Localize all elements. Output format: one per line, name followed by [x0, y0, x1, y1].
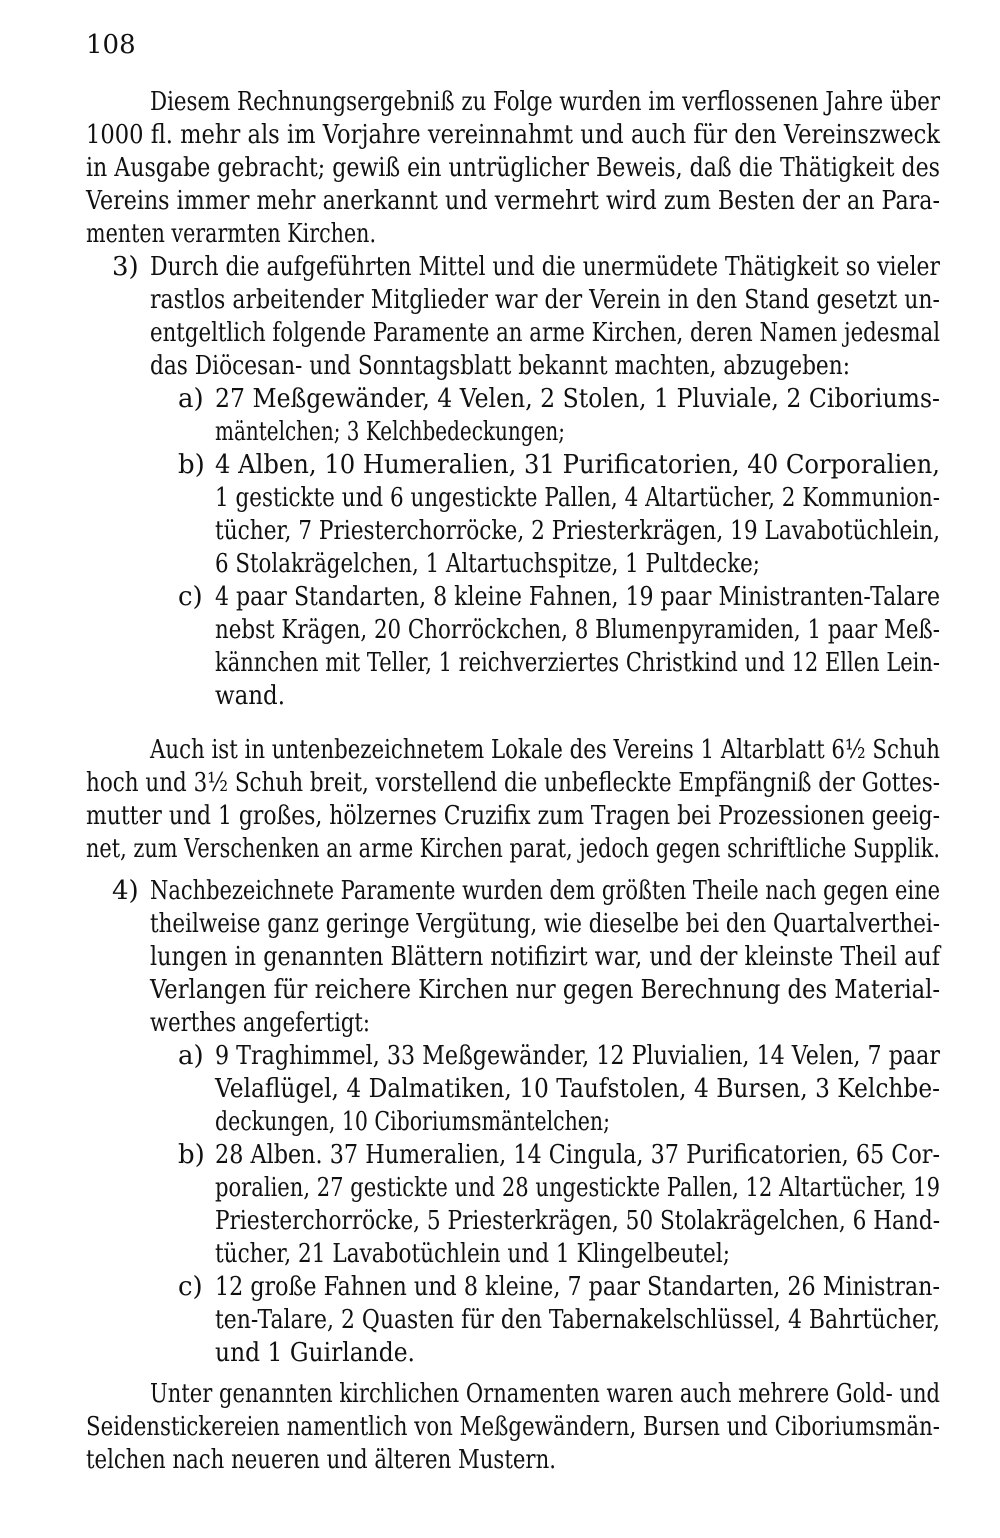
text-line: Priesterchorröcke, 5 Priesterkrägen, 50 Stolakrägelchen, 6 Hand-	[215, 1206, 940, 1236]
text-line: deckungen, 10 Ciboriumsmäntelchen;	[215, 1107, 610, 1137]
text-line: lungen in genannten Blättern notifizirt war, und der kleinste Theil auf	[150, 942, 940, 972]
text-line: kännchen mit Teller, 1 reichverziertes Christkind und 12 Ellen Lein-	[215, 648, 940, 678]
list-item-4: 4) Nachbezeichnete Paramente wurden dem größten Theile nach gegen eine	[112, 876, 940, 906]
list-item-3: 3) Durch die aufgeführten Mittel und die unermüdete Thätigkeit so vieler	[112, 252, 940, 282]
text-line: nebst Krägen, 20 Chorröckchen, 8 Blumenpyramiden, 1 paar Meß-	[215, 615, 940, 645]
text-line: mäntelchen; 3 Kelchbedeckungen;	[215, 417, 565, 447]
list-item-4c: c) 12 große Fahnen und 8 kleine, 7 paar Standarten, 26 Ministran-	[178, 1272, 940, 1302]
list-item-4a: a) 9 Traghimmel, 33 Meßgewänder, 12 Pluvialien, 14 Velen, 7 paar	[178, 1041, 940, 1071]
text-line: theilweise ganz geringe Vergütung, wie dieselbe bei den Quartalverthei-	[150, 909, 940, 939]
text-line: ten-Talare, 2 Quasten für den Tabernakelschlüssel, 4 Bahrtücher,	[215, 1305, 940, 1335]
text-line: Seidenstickereien namentlich von Meßgewändern, Bursen und Ciboriumsmän-	[86, 1412, 940, 1442]
text-line: werthes angefertigt:	[150, 1008, 370, 1038]
list-item-3a: a) 27 Meßgewänder, 4 Velen, 2 Stolen, 1 Pluviale, 2 Ciboriums-	[178, 384, 940, 414]
text-line: mutter und 1 großes, hölzernes Cruzifix zum Tragen bei Prozessionen geeig-	[86, 801, 940, 831]
text-line: entgeltlich folgende Paramente an arme Kirchen, deren Namen jedesmal	[150, 318, 940, 348]
text-line: Unter genannten kirchlichen Ornamenten waren auch mehrere Gold- und	[150, 1379, 940, 1409]
text-line: net, zum Verschenken an arme Kirchen parat, jedoch gegen schriftliche Supplik.	[86, 834, 940, 864]
text-line: telchen nach neueren und älteren Mustern.	[86, 1445, 556, 1475]
text-line: 1 gestickte und 6 ungestickte Pallen, 4 Altartücher, 2 Kommunion-	[215, 483, 940, 513]
text-line: menten verarmten Kirchen.	[86, 219, 376, 249]
text-line: tücher, 21 Lavabotüchlein und 1 Klingelbeutel;	[215, 1239, 730, 1269]
text-line: 6 Stolakrägelchen, 1 Altartuchspitze, 1 Pultdecke;	[215, 549, 760, 579]
list-item-3c: c) 4 paar Standarten, 8 kleine Fahnen, 19 paar Ministranten-Talare	[178, 582, 940, 612]
text-line: 1000 fl. mehr als im Vorjahre vereinnahmt und auch für den Vereinszweck	[86, 120, 940, 150]
text-line: in Ausgabe gebracht; gewiß ein untrüglicher Beweis, daß die Thätigkeit des	[86, 153, 940, 183]
text-line: Verlangen für reichere Kirchen nur gegen Berechnung des Material-	[150, 975, 940, 1005]
text-line: Vereins immer mehr anerkannt und vermehrt wird zum Besten der an Para-	[86, 186, 940, 216]
page-number: 108	[86, 30, 136, 60]
text-line: rastlos arbeitender Mitglieder war der Verein in den Stand gesetzt un-	[150, 285, 940, 315]
text-line: Auch ist in untenbezeichnetem Lokale des Vereins 1 Altarblatt 6½ Schuh	[150, 735, 940, 765]
list-item-4b: b) 28 Alben. 37 Humeralien, 14 Cingula, 37 Purificatorien, 65 Cor-	[178, 1140, 940, 1170]
text-line: Diesem Rechnungsergebniß zu Folge wurden im verflossenen Jahre über	[150, 87, 940, 117]
text-line: und 1 Guirlande.	[215, 1338, 415, 1368]
text-line: Velaflügel, 4 Dalmatiken, 10 Taufstolen, 4 Bursen, 3 Kelchbe-	[215, 1074, 940, 1104]
text-line: tücher, 7 Priesterchorröcke, 2 Priesterkrägen, 19 Lavabotüchlein,	[215, 516, 940, 546]
list-item-3b: b) 4 Alben, 10 Humeralien, 31 Purificatorien, 40 Corporalien,	[178, 450, 940, 480]
text-line: wand.	[215, 681, 285, 711]
text-line: das Diöcesan- und Sonntagsblatt bekannt machten, abzugeben:	[150, 351, 850, 381]
text-line: hoch und 3½ Schuh breit, vorstellend die unbefleckte Empfängniß der Gottes-	[86, 768, 940, 798]
text-line: poralien, 27 gestickte und 28 ungestickte Pallen, 12 Altartücher, 19	[215, 1173, 940, 1203]
